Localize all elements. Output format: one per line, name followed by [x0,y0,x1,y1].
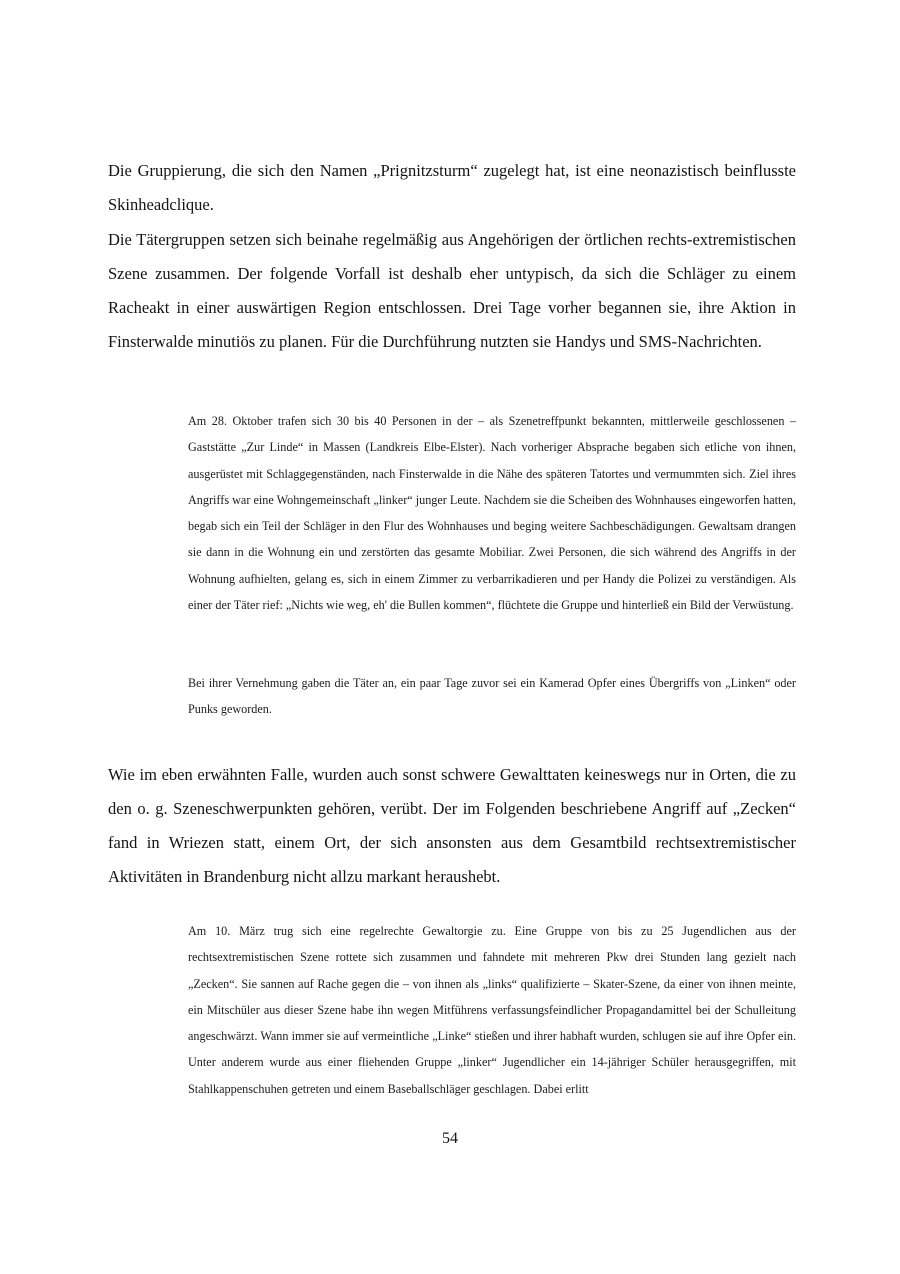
quoted-case-paragraph: Bei ihrer Vernehmung gaben die Täter an, ein paar Tage zuvor sei ein Kamerad Opfer eines Übergriffs von „Linken“ oder Punks geworden. [188,676,796,717]
quoted-case-paragraph: Am 10. März trug sich eine regelrechte Gewaltorgie zu. Eine Gruppe von bis zu 25 Jugendlichen aus der rechtsextremistischen Szene rottete sich zusammen und fahndete mit mehreren Pkw drei Stunden lang gezielt nach „Zecken“. Sie sannen auf Rache gegen die – von ihnen als „links“ qualifizierte – Skater-Szene, da einer von ihnen meinte, ein Mitschüler aus dieser Szene habe ihn wegen Mitführens verfassungsfeindlicher Propagandamittel bei der Schulleitung angeschwärzt. Wann immer sie auf vermeintliche „Linke“ stießen und ihrer habhaft wurden, schlugen sie auf ihre Opfer ein. Unter anderem wurde aus einer fliehenden Gruppe „linker“ Jugendlicher ein 14-jähriger Schüler herausgegriffen, mit Stahlkappenschuhen getreten und einem Baseballschläger geschlagen. Dabei erlitt [188,924,796,1096]
page-number: 54 [442,1130,458,1147]
body-paragraph: Wie im eben erwähnten Falle, wurden auch sonst schwere Gewalttaten keineswegs nur in Orten, die zu den o. g. Szeneschwerpunkten gehören, verübt. Der im Folgenden beschriebene Angriff auf „Zecken“ fand in Wriezen statt, einem Ort, der sich ansonsten aus dem Gesamtbild rechtsextremistischer Aktivitäten in Brandenburg nicht allzu markant heraushebt. [108,765,796,886]
quoted-case-paragraph: Am 28. Oktober trafen sich 30 bis 40 Personen in der – als Szenetreffpunkt bekannten, mittlerweile geschlossenen – Gaststätte „Zur Linde“ in Massen (Landkreis Elbe-Elster). Nach vorheriger Absprache begaben sich etliche von ihnen, ausgerüstet mit Schlaggegenständen, nach Finsterwalde in die Nähe des späteren Tatortes und vermummten sich. Ziel ihres Angriffs war eine Wohngemeinschaft „linker“ junger Leute. Nachdem sie die Scheiben des Wohnhauses eingeworfen hatten, begab sich ein Teil der Schläger in den Flur des Wohnhauses und beging weitere Sachbeschädigungen. Gewaltsam drangen sie dann in die Wohnung ein und zerstörten das gesamte Mobiliar. Zwei Personen, die sich während des Angriffs in der Wohnung aufhielten, gelang es, sich in einem Zimmer zu verbarrikadieren und per Handy die Polizei zu verständigen. Als einer der Täter rief: „Nichts wie weg, eh' die Bullen kommen“, flüchtete die Gruppe und hinterließ ein Bild der Verwüstung. [188,414,796,613]
body-paragraph: Die Gruppierung, die sich den Namen „Prignitzsturm“ zugelegt hat, ist eine neonazistisch beinflusste Skinheadclique. [108,161,796,214]
body-paragraph: Die Tätergruppen setzen sich beinahe regelmäßig aus Angehörigen der örtlichen rechts-extremistischen Szene zusammen. Der folgende Vorfall ist deshalb eher untypisch, da sich die Schläger zu einem Racheakt in einer auswärtigen Region entschlossen. Drei Tage vorher begannen sie, ihre Aktion in Finsterwalde minutiös zu planen. Für die Durchführung nutzten sie Handys und SMS-Nachrichten. [108,230,796,351]
